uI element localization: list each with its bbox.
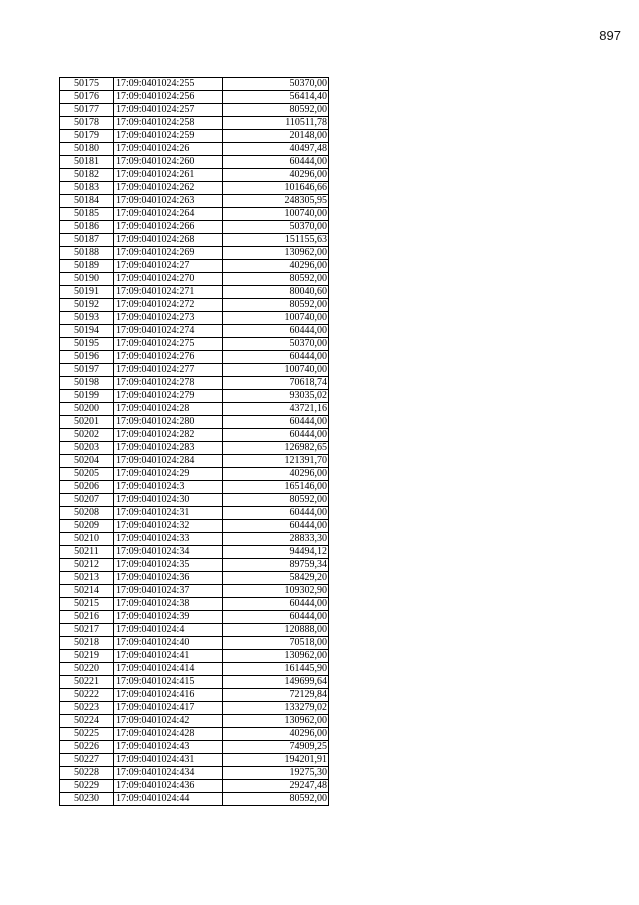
row-number-cell: 50193 xyxy=(60,312,114,325)
table-row xyxy=(60,364,329,377)
value-cell: 80040,60 xyxy=(223,286,329,299)
cadastral-number-cell: 17:09:0401024:263 xyxy=(114,195,223,208)
value-cell: 60444,00 xyxy=(223,325,329,338)
value-cell: 100740,00 xyxy=(223,208,329,221)
value-cell: 151155,63 xyxy=(223,234,329,247)
table-row xyxy=(60,91,329,104)
table-body xyxy=(60,78,329,806)
table-row xyxy=(60,455,329,468)
row-number-cell: 50205 xyxy=(60,468,114,481)
cadastral-number-cell: 17:09:0401024:261 xyxy=(114,169,223,182)
row-number-cell: 50220 xyxy=(60,663,114,676)
value-cell: 40296,00 xyxy=(223,169,329,182)
table-row xyxy=(60,559,329,572)
table-row xyxy=(60,624,329,637)
value-cell: 60444,00 xyxy=(223,598,329,611)
row-number-cell: 50211 xyxy=(60,546,114,559)
table-row xyxy=(60,663,329,676)
value-cell: 19275,30 xyxy=(223,767,329,780)
row-number-cell: 50177 xyxy=(60,104,114,117)
table-row xyxy=(60,741,329,754)
table-row xyxy=(60,637,329,650)
cadastral-number-cell: 17:09:0401024:257 xyxy=(114,104,223,117)
table-row xyxy=(60,689,329,702)
cadastral-number-cell: 17:09:0401024:34 xyxy=(114,546,223,559)
table-row xyxy=(60,208,329,221)
row-number-cell: 50175 xyxy=(60,78,114,91)
row-number-cell: 50222 xyxy=(60,689,114,702)
row-number-cell: 50200 xyxy=(60,403,114,416)
cadastral-number-cell: 17:09:0401024:35 xyxy=(114,559,223,572)
cadastral-number-cell: 17:09:0401024:44 xyxy=(114,793,223,806)
value-cell: 72129,84 xyxy=(223,689,329,702)
table-row xyxy=(60,442,329,455)
cadastral-number-cell: 17:09:0401024:3 xyxy=(114,481,223,494)
row-number-cell: 50201 xyxy=(60,416,114,429)
row-number-cell: 50206 xyxy=(60,481,114,494)
row-number-cell: 50197 xyxy=(60,364,114,377)
value-cell: 165146,00 xyxy=(223,481,329,494)
cadastral-number-cell: 17:09:0401024:278 xyxy=(114,377,223,390)
value-cell: 130962,00 xyxy=(223,247,329,260)
row-number-cell: 50187 xyxy=(60,234,114,247)
row-number-cell: 50198 xyxy=(60,377,114,390)
cadastral-number-cell: 17:09:0401024:30 xyxy=(114,494,223,507)
value-cell: 80592,00 xyxy=(223,299,329,312)
value-cell: 100740,00 xyxy=(223,312,329,325)
value-cell: 60444,00 xyxy=(223,611,329,624)
value-cell: 130962,00 xyxy=(223,715,329,728)
value-cell: 126982,65 xyxy=(223,442,329,455)
cadastral-number-cell: 17:09:0401024:27 xyxy=(114,260,223,273)
cadastral-number-cell: 17:09:0401024:275 xyxy=(114,338,223,351)
cadastral-number-cell: 17:09:0401024:39 xyxy=(114,611,223,624)
row-number-cell: 50212 xyxy=(60,559,114,572)
cadastral-number-cell: 17:09:0401024:282 xyxy=(114,429,223,442)
value-cell: 43721,16 xyxy=(223,403,329,416)
value-cell: 70518,00 xyxy=(223,637,329,650)
table-row xyxy=(60,182,329,195)
row-number-cell: 50186 xyxy=(60,221,114,234)
cadastral-number-cell: 17:09:0401024:284 xyxy=(114,455,223,468)
value-cell: 60444,00 xyxy=(223,351,329,364)
table-row xyxy=(60,702,329,715)
value-cell: 94494,12 xyxy=(223,546,329,559)
value-cell: 40296,00 xyxy=(223,468,329,481)
cadastral-number-cell: 17:09:0401024:26 xyxy=(114,143,223,156)
table-row xyxy=(60,351,329,364)
row-number-cell: 50188 xyxy=(60,247,114,260)
table-row xyxy=(60,650,329,663)
row-number-cell: 50204 xyxy=(60,455,114,468)
table-row xyxy=(60,611,329,624)
value-cell: 80592,00 xyxy=(223,793,329,806)
cadastral-number-cell: 17:09:0401024:272 xyxy=(114,299,223,312)
row-number-cell: 50221 xyxy=(60,676,114,689)
table-row xyxy=(60,299,329,312)
value-cell: 50370,00 xyxy=(223,221,329,234)
row-number-cell: 50224 xyxy=(60,715,114,728)
cadastral-number-cell: 17:09:0401024:436 xyxy=(114,780,223,793)
cadastral-number-cell: 17:09:0401024:31 xyxy=(114,507,223,520)
row-number-cell: 50217 xyxy=(60,624,114,637)
table-row xyxy=(60,728,329,741)
table-row xyxy=(60,156,329,169)
value-cell: 89759,34 xyxy=(223,559,329,572)
cadastral-number-cell: 17:09:0401024:262 xyxy=(114,182,223,195)
value-cell: 40296,00 xyxy=(223,260,329,273)
table-row xyxy=(60,520,329,533)
cadastral-number-cell: 17:09:0401024:4 xyxy=(114,624,223,637)
value-cell: 28833,30 xyxy=(223,533,329,546)
table-row xyxy=(60,780,329,793)
value-cell: 110511,78 xyxy=(223,117,329,130)
cadastral-number-cell: 17:09:0401024:264 xyxy=(114,208,223,221)
cadastral-number-cell: 17:09:0401024:434 xyxy=(114,767,223,780)
row-number-cell: 50199 xyxy=(60,390,114,403)
value-cell: 29247,48 xyxy=(223,780,329,793)
table-row xyxy=(60,390,329,403)
cadastral-number-cell: 17:09:0401024:280 xyxy=(114,416,223,429)
value-cell: 109302,90 xyxy=(223,585,329,598)
cadastral-number-cell: 17:09:0401024:276 xyxy=(114,351,223,364)
cadastral-number-cell: 17:09:0401024:431 xyxy=(114,754,223,767)
cadastral-number-cell: 17:09:0401024:32 xyxy=(114,520,223,533)
table-row xyxy=(60,338,329,351)
value-cell: 40497,48 xyxy=(223,143,329,156)
table-row xyxy=(60,507,329,520)
table-row xyxy=(60,754,329,767)
value-cell: 50370,00 xyxy=(223,338,329,351)
table-row xyxy=(60,546,329,559)
table-row xyxy=(60,247,329,260)
cadastral-number-cell: 17:09:0401024:33 xyxy=(114,533,223,546)
table-row xyxy=(60,286,329,299)
table-row xyxy=(60,260,329,273)
row-number-cell: 50209 xyxy=(60,520,114,533)
value-cell: 121391,70 xyxy=(223,455,329,468)
table-row xyxy=(60,481,329,494)
value-cell: 80592,00 xyxy=(223,494,329,507)
value-cell: 161445,90 xyxy=(223,663,329,676)
cadastral-number-cell: 17:09:0401024:268 xyxy=(114,234,223,247)
table-row xyxy=(60,78,329,91)
table-row xyxy=(60,130,329,143)
cadastral-number-cell: 17:09:0401024:271 xyxy=(114,286,223,299)
cadastral-number-cell: 17:09:0401024:37 xyxy=(114,585,223,598)
cadastral-number-cell: 17:09:0401024:270 xyxy=(114,273,223,286)
row-number-cell: 50228 xyxy=(60,767,114,780)
row-number-cell: 50195 xyxy=(60,338,114,351)
table-row xyxy=(60,273,329,286)
row-number-cell: 50223 xyxy=(60,702,114,715)
cadastral-number-cell: 17:09:0401024:255 xyxy=(114,78,223,91)
table-row xyxy=(60,468,329,481)
value-cell: 58429,20 xyxy=(223,572,329,585)
row-number-cell: 50194 xyxy=(60,325,114,338)
row-number-cell: 50189 xyxy=(60,260,114,273)
row-number-cell: 50218 xyxy=(60,637,114,650)
table-row xyxy=(60,598,329,611)
cadastral-number-cell: 17:09:0401024:259 xyxy=(114,130,223,143)
value-cell: 20148,00 xyxy=(223,130,329,143)
table-row xyxy=(60,234,329,247)
cadastral-number-cell: 17:09:0401024:269 xyxy=(114,247,223,260)
table-row xyxy=(60,533,329,546)
table-row xyxy=(60,767,329,780)
row-number-cell: 50227 xyxy=(60,754,114,767)
table-row xyxy=(60,221,329,234)
row-number-cell: 50210 xyxy=(60,533,114,546)
table-row xyxy=(60,195,329,208)
value-cell: 50370,00 xyxy=(223,78,329,91)
value-cell: 60444,00 xyxy=(223,416,329,429)
value-cell: 60444,00 xyxy=(223,429,329,442)
table-row xyxy=(60,416,329,429)
value-cell: 74909,25 xyxy=(223,741,329,754)
table-row xyxy=(60,429,329,442)
cadastral-number-cell: 17:09:0401024:40 xyxy=(114,637,223,650)
cadastral-number-cell: 17:09:0401024:43 xyxy=(114,741,223,754)
row-number-cell: 50178 xyxy=(60,117,114,130)
value-cell: 149699,64 xyxy=(223,676,329,689)
cadastral-number-cell: 17:09:0401024:415 xyxy=(114,676,223,689)
row-number-cell: 50229 xyxy=(60,780,114,793)
table-row xyxy=(60,403,329,416)
table-row xyxy=(60,676,329,689)
value-cell: 248305,95 xyxy=(223,195,329,208)
cadastral-number-cell: 17:09:0401024:36 xyxy=(114,572,223,585)
cadastral-number-cell: 17:09:0401024:416 xyxy=(114,689,223,702)
value-cell: 130962,00 xyxy=(223,650,329,663)
row-number-cell: 50192 xyxy=(60,299,114,312)
value-cell: 40296,00 xyxy=(223,728,329,741)
row-number-cell: 50203 xyxy=(60,442,114,455)
cadastral-value-table xyxy=(59,77,329,806)
table-row xyxy=(60,377,329,390)
value-cell: 194201,91 xyxy=(223,754,329,767)
cadastral-number-cell: 17:09:0401024:29 xyxy=(114,468,223,481)
row-number-cell: 50226 xyxy=(60,741,114,754)
row-number-cell: 50176 xyxy=(60,91,114,104)
table-row xyxy=(60,325,329,338)
table-row xyxy=(60,169,329,182)
row-number-cell: 50230 xyxy=(60,793,114,806)
page-number: 897 xyxy=(599,28,621,43)
table-row xyxy=(60,312,329,325)
value-cell: 101646,66 xyxy=(223,182,329,195)
row-number-cell: 50179 xyxy=(60,130,114,143)
row-number-cell: 50219 xyxy=(60,650,114,663)
row-number-cell: 50216 xyxy=(60,611,114,624)
cadastral-number-cell: 17:09:0401024:279 xyxy=(114,390,223,403)
row-number-cell: 50181 xyxy=(60,156,114,169)
table-row xyxy=(60,793,329,806)
row-number-cell: 50190 xyxy=(60,273,114,286)
cadastral-number-cell: 17:09:0401024:277 xyxy=(114,364,223,377)
cadastral-number-cell: 17:09:0401024:256 xyxy=(114,91,223,104)
cadastral-number-cell: 17:09:0401024:258 xyxy=(114,117,223,130)
cadastral-number-cell: 17:09:0401024:266 xyxy=(114,221,223,234)
row-number-cell: 50180 xyxy=(60,143,114,156)
cadastral-number-cell: 17:09:0401024:273 xyxy=(114,312,223,325)
cadastral-number-cell: 17:09:0401024:42 xyxy=(114,715,223,728)
row-number-cell: 50184 xyxy=(60,195,114,208)
cadastral-number-cell: 17:09:0401024:428 xyxy=(114,728,223,741)
value-cell: 60444,00 xyxy=(223,507,329,520)
table-row xyxy=(60,585,329,598)
table-row xyxy=(60,715,329,728)
value-cell: 93035,02 xyxy=(223,390,329,403)
row-number-cell: 50183 xyxy=(60,182,114,195)
row-number-cell: 50207 xyxy=(60,494,114,507)
value-cell: 60444,00 xyxy=(223,520,329,533)
value-cell: 60444,00 xyxy=(223,156,329,169)
row-number-cell: 50202 xyxy=(60,429,114,442)
table-row xyxy=(60,117,329,130)
row-number-cell: 50225 xyxy=(60,728,114,741)
row-number-cell: 50214 xyxy=(60,585,114,598)
row-number-cell: 50185 xyxy=(60,208,114,221)
cadastral-number-cell: 17:09:0401024:283 xyxy=(114,442,223,455)
row-number-cell: 50182 xyxy=(60,169,114,182)
cadastral-number-cell: 17:09:0401024:417 xyxy=(114,702,223,715)
cadastral-number-cell: 17:09:0401024:260 xyxy=(114,156,223,169)
cadastral-number-cell: 17:09:0401024:274 xyxy=(114,325,223,338)
row-number-cell: 50208 xyxy=(60,507,114,520)
row-number-cell: 50196 xyxy=(60,351,114,364)
table-row xyxy=(60,572,329,585)
row-number-cell: 50213 xyxy=(60,572,114,585)
value-cell: 70618,74 xyxy=(223,377,329,390)
table-row xyxy=(60,104,329,117)
table-row xyxy=(60,494,329,507)
cadastral-number-cell: 17:09:0401024:41 xyxy=(114,650,223,663)
value-cell: 133279,02 xyxy=(223,702,329,715)
cadastral-number-cell: 17:09:0401024:28 xyxy=(114,403,223,416)
value-cell: 100740,00 xyxy=(223,364,329,377)
value-cell: 56414,40 xyxy=(223,91,329,104)
table-row xyxy=(60,143,329,156)
cadastral-number-cell: 17:09:0401024:414 xyxy=(114,663,223,676)
value-cell: 80592,00 xyxy=(223,273,329,286)
cadastral-number-cell: 17:09:0401024:38 xyxy=(114,598,223,611)
row-number-cell: 50215 xyxy=(60,598,114,611)
row-number-cell: 50191 xyxy=(60,286,114,299)
value-cell: 120888,00 xyxy=(223,624,329,637)
value-cell: 80592,00 xyxy=(223,104,329,117)
